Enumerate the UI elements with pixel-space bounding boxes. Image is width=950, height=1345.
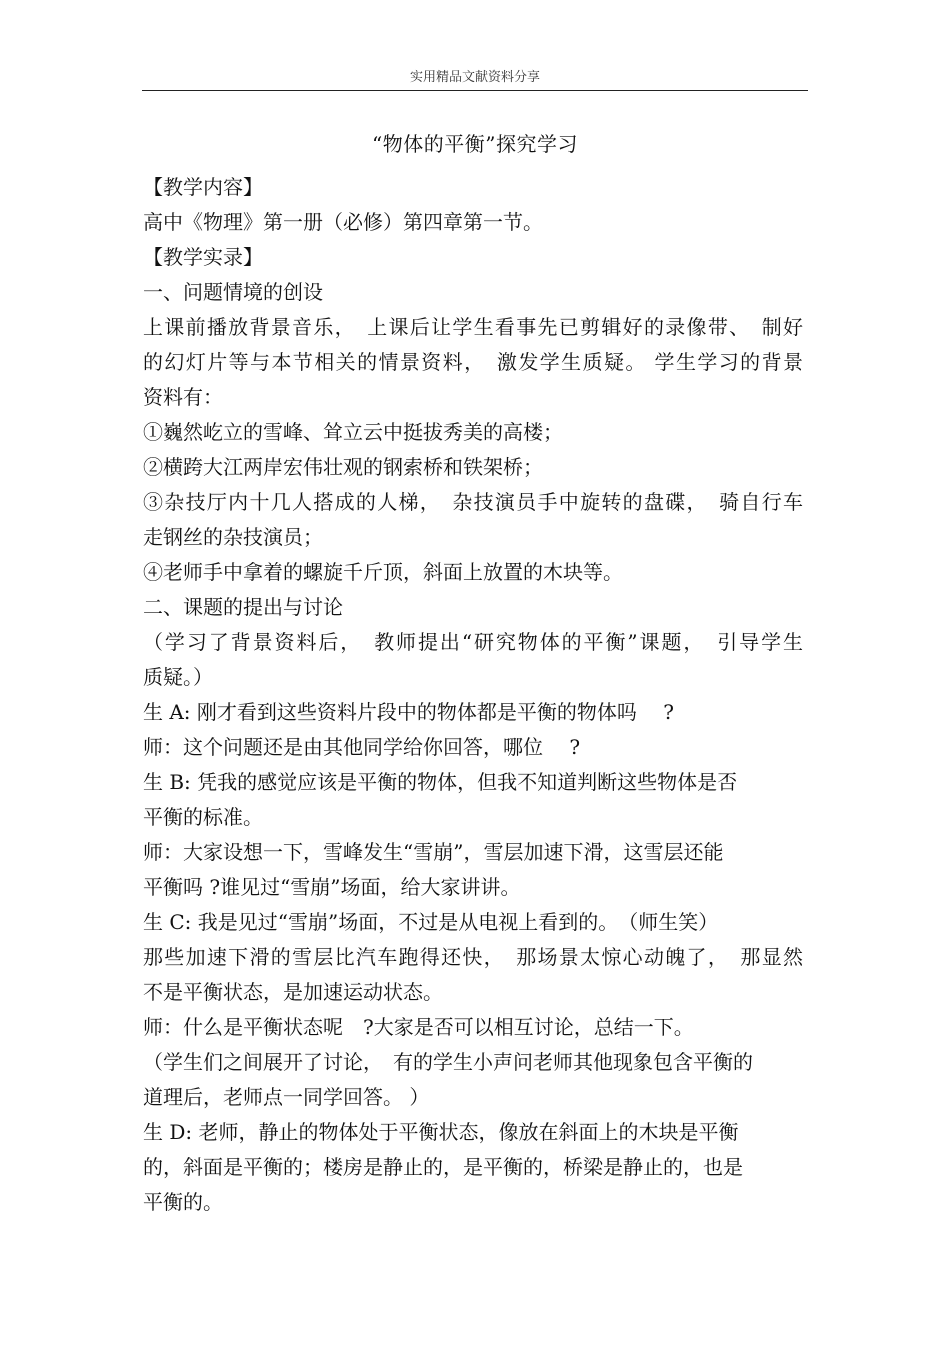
dialogue-line: 生 B: 凭我的感觉应该是平衡的物体，但我不知道判断这些物体是否 — [143, 770, 738, 794]
subsection-heading: 一、问题情境的创设 — [143, 280, 323, 304]
paragraph-line: 的幻灯片等与本节相关的情景资料， 激发学生质疑。 学生学习的背景 — [143, 350, 803, 374]
paragraph-line: 高中《物理》第一册（必修）第四章第一节。 — [143, 210, 543, 234]
paragraph-line: （学习了背景资料后， 教师提出“研究物体的平衡”课题， 引导学生 — [143, 630, 803, 654]
section-heading: 【教学内容】 — [143, 175, 263, 199]
dialogue-line: 师：这个问题还是由其他同学给你回答，哪位 ? — [143, 735, 581, 759]
dialogue-line: 不是平衡状态，是加速运动状态。 — [143, 980, 443, 1004]
dialogue-line: 的，斜面是平衡的；楼房是静止的，是平衡的，桥梁是静止的，也是 — [143, 1155, 743, 1179]
list-item: ①巍然屹立的雪峰、耸立云中挺拔秀美的高楼； — [143, 420, 563, 444]
paragraph-line: （学生们之间展开了讨论， 有的学生小声问老师其他现象包含平衡的 — [143, 1050, 753, 1074]
dialogue-line: 师：什么是平衡状态呢 ?大家是否可以相互讨论，总结一下。 — [143, 1015, 694, 1039]
document-body — [143, 170, 803, 1220]
paragraph-line: 质疑。） — [143, 665, 213, 689]
document-title: “物体的平衡”探究学习 — [372, 132, 578, 156]
list-item: ②横跨大江两岸宏伟壮观的钢索桥和铁架桥； — [143, 455, 543, 479]
subsection-heading: 二、课题的提出与讨论 — [143, 595, 343, 619]
dialogue-line: 生 D: 老师，静止的物体处于平衡状态，像放在斜面上的木块是平衡 — [143, 1120, 739, 1144]
dialogue-line: 那些加速下滑的雪层比汽车跑得还快， 那场景太惊心动魄了， 那显然 — [143, 945, 803, 969]
header-divider — [142, 90, 808, 91]
page-header: 实用精品文献资料分享 — [409, 70, 540, 85]
paragraph-line: 上课前播放背景音乐， 上课后让学生看事先已剪辑好的录像带、 制好 — [143, 315, 803, 339]
paragraph-line: 资料有： — [143, 385, 223, 409]
list-item: 走钢丝的杂技演员； — [143, 525, 323, 549]
section-heading: 【教学实录】 — [143, 245, 263, 269]
paragraph-line: 道理后，老师点一同学回答。 ） — [143, 1085, 430, 1109]
dialogue-line: 平衡吗 ?谁见过“雪崩”场面，给大家讲讲。 — [143, 875, 521, 899]
dialogue-line: 生 C: 我是见过“雪崩”场面，不过是从电视上看到的。 （师生笑） — [143, 910, 719, 934]
list-item: ④老师手中拿着的螺旋千斤顶，斜面上放置的木块等。 — [143, 560, 623, 584]
dialogue-line: 生 A: 刚才看到这些资料片段中的物体都是平衡的物体吗 ? — [143, 700, 674, 724]
dialogue-line: 师：大家设想一下，雪峰发生“雪崩”，雪层加速下滑，这雪层还能 — [143, 840, 724, 864]
dialogue-line: 平衡的。 — [143, 1190, 223, 1214]
dialogue-line: 平衡的标准。 — [143, 805, 263, 829]
list-item: ③杂技厅内十几人搭成的人梯， 杂技演员手中旋转的盘碟， 骑自行车 — [143, 490, 803, 514]
